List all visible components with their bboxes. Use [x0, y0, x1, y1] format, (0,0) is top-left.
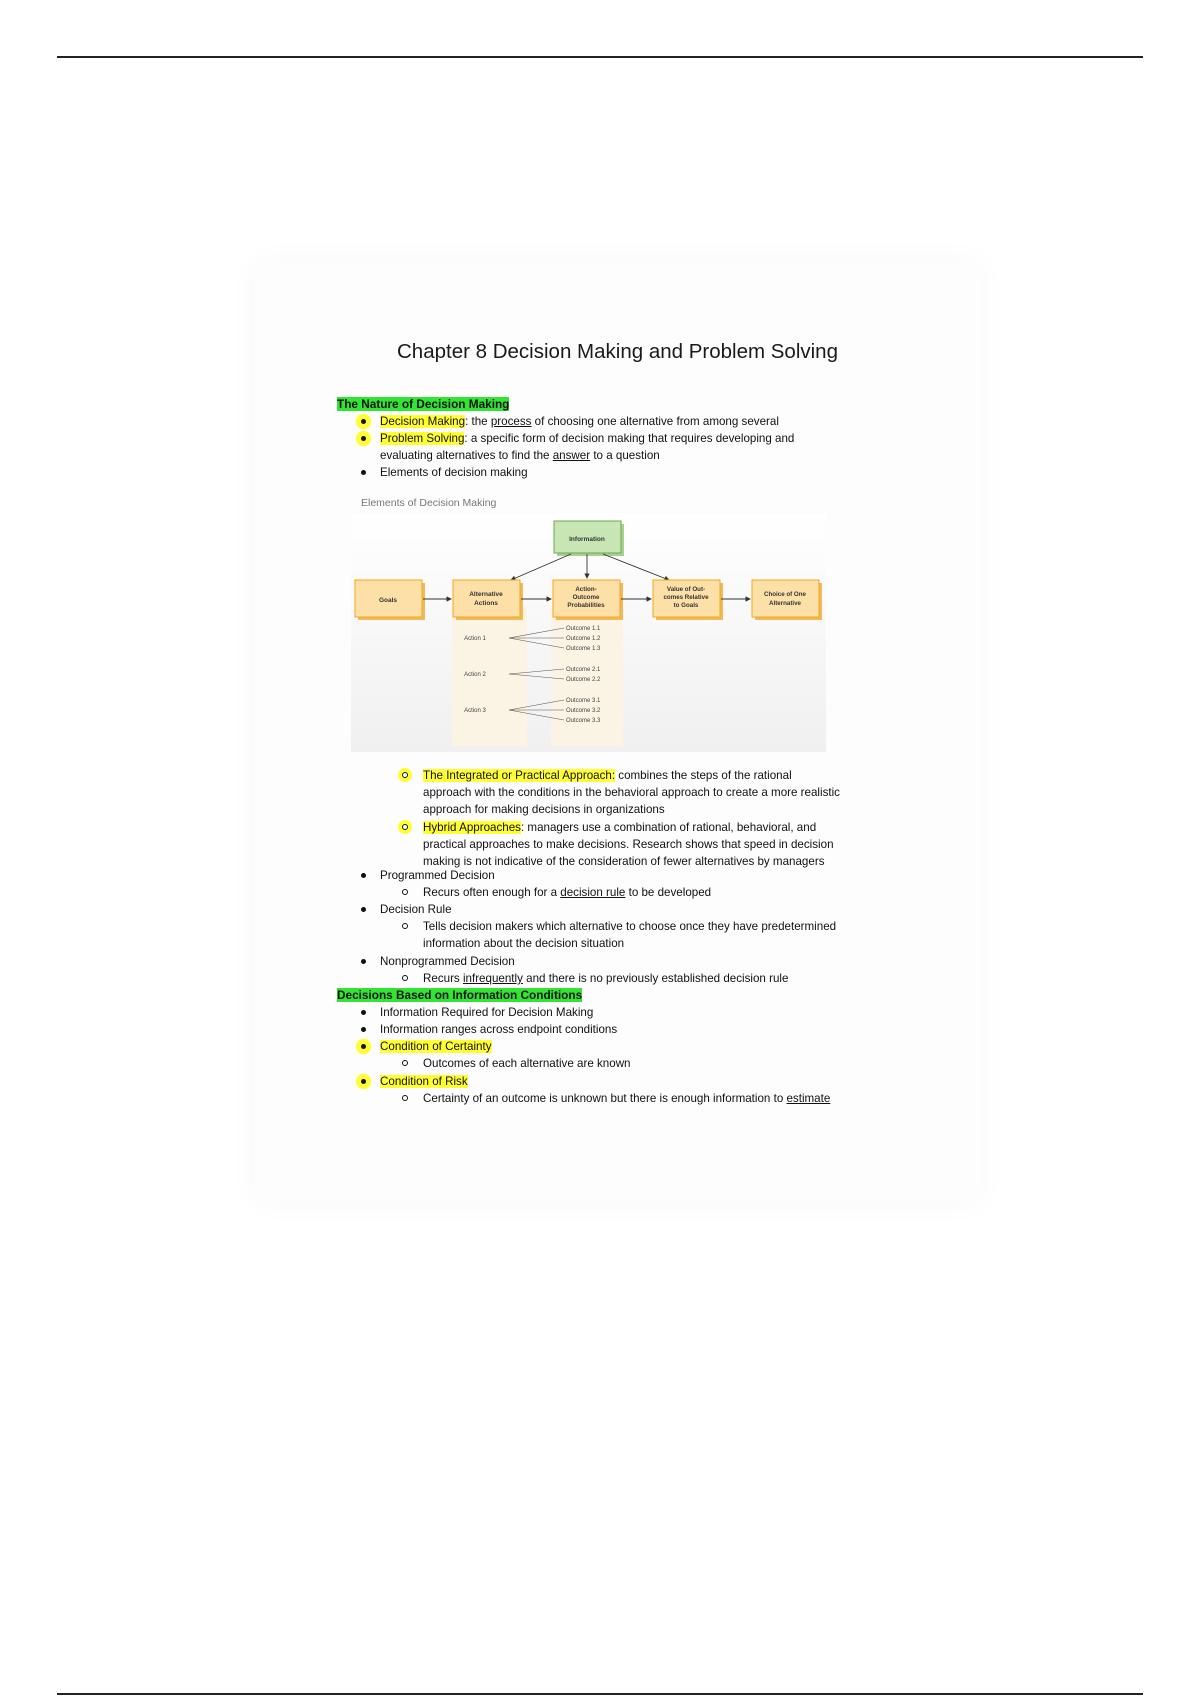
svg-text:Actions: Actions: [474, 600, 498, 607]
outcome-label: Outcome 1.3: [566, 646, 601, 652]
link-process[interactable]: process: [490, 415, 532, 428]
diagram-caption: Elements of Decision Making: [361, 497, 497, 509]
section-heading: Decisions Based on Information Conditions: [337, 988, 583, 1002]
svg-text:Alternative: Alternative: [769, 600, 801, 607]
list-item: Information ranges across endpoint conditions: [380, 1021, 900, 1038]
sub-list-item: The Integrated or Practical Approach: combines the steps of the rational approach with the conditions in the behavioral approach to create a more realistic approach for making decisions in organizations: [423, 767, 913, 818]
choice-box: [752, 580, 819, 617]
svg-text:comes Relative: comes Relative: [663, 594, 709, 601]
outcome-label: Outcome 3.1: [566, 698, 601, 704]
term-highlight: Decision Making: [380, 415, 466, 428]
action-label: Action 1: [464, 636, 486, 642]
list-item: Decision Making: the process of choosing one alternative from among several: [380, 413, 900, 430]
svg-text:Outcome: Outcome: [572, 594, 600, 601]
link-answer[interactable]: answer: [552, 449, 591, 462]
outcome-label: Outcome 1.1: [566, 626, 601, 632]
link-infrequently[interactable]: infrequently: [462, 972, 523, 985]
list-item: Nonprogrammed Decision: [380, 953, 900, 970]
decision-elements-diagram: [351, 514, 826, 752]
svg-text:Value of Out-: Value of Out-: [666, 586, 706, 593]
sub-list-item: Certainty of an outcome is unknown but there is enough information to estimate: [423, 1090, 913, 1107]
term-highlight: Condition of Certainty: [380, 1040, 492, 1053]
page-title: Chapter 8 Decision Making and Problem Solving: [397, 340, 838, 363]
list-item: Problem Solving: a specific form of decision making that requires developing and evaluating alternatives to find the answer to a question: [380, 430, 900, 464]
document-page: [255, 262, 980, 1202]
term-highlight: Condition of Risk: [380, 1075, 468, 1088]
bottom-rule: [57, 1693, 1143, 1695]
outcome-label: Outcome 2.2: [566, 677, 601, 683]
list-item: [380, 1073, 900, 1090]
list-item: Information Required for Decision Making: [380, 1004, 900, 1021]
sub-list-item: Recurs often enough for a decision rule to be developed: [423, 884, 913, 901]
svg-text:Alternative: Alternative: [469, 591, 503, 598]
svg-text:Action-: Action-: [575, 586, 597, 593]
sub-list-item: Tells decision makers which alternative to choose once they have predetermined information about the decision situation: [423, 918, 913, 952]
outcome-label: Outcome 3.3: [566, 718, 601, 724]
list-item: Decision Rule: [380, 901, 900, 918]
section-heading: The Nature of Decision Making: [337, 397, 510, 411]
link-decision-rule[interactable]: decision rule: [560, 886, 626, 899]
information-label: Information: [569, 536, 605, 543]
svg-text:Probabilities: Probabilities: [567, 602, 605, 609]
list-item: Elements of decision making: [380, 464, 900, 481]
sub-list-item: Outcomes of each alternative are known: [423, 1055, 913, 1072]
term-highlight: Hybrid Approaches: [423, 821, 521, 834]
sub-list-item: Hybrid Approaches: managers use a combination of rational, behavioral, and practical approaches to make decisions. Research shows that speed in decision making is not indicative of the consideration of fewer alternatives by managers: [423, 819, 913, 870]
goals-label: Goals: [378, 597, 398, 604]
link-estimate[interactable]: estimate: [786, 1092, 831, 1105]
outcome-label: Outcome 3.2: [566, 708, 601, 714]
list-item: [380, 1038, 900, 1055]
svg-text:to Goals: to Goals: [673, 602, 699, 609]
action-label: Action 2: [464, 672, 486, 678]
alternatives-box: [453, 580, 520, 617]
top-rule: [57, 56, 1143, 58]
outcome-label: Outcome 1.2: [566, 636, 601, 642]
svg-text:Choice of One: Choice of One: [764, 591, 806, 598]
outcome-label: Outcome 2.1: [566, 667, 601, 673]
list-item: Programmed Decision: [380, 867, 900, 884]
term-highlight: Problem Solving: [380, 432, 465, 445]
sub-list-item: Recurs infrequently and there is no previously established decision rule: [423, 970, 913, 987]
term-highlight: The Integrated or Practical Approach:: [423, 769, 616, 782]
action-label: Action 3: [464, 708, 486, 714]
